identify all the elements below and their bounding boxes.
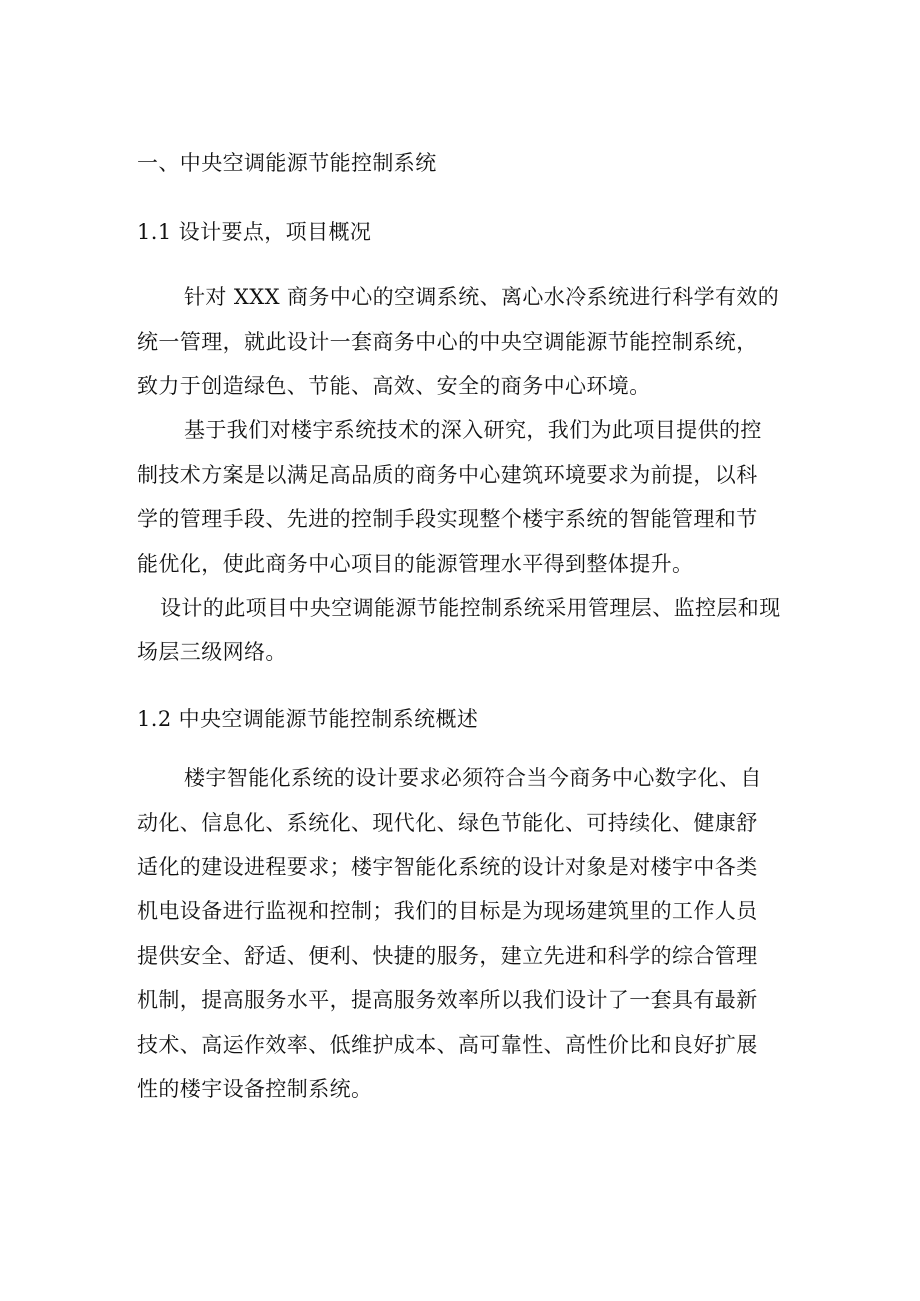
paragraph-line: 适化的建设进程要求；楼宇智能化系统的设计对象是对楼宇中各类 (137, 855, 758, 879)
paragraph-line: 机电设备进行监视和控制；我们的目标是为现场建筑里的工作人员 (137, 899, 758, 923)
paragraph-line: 动化、信息化、系统化、现代化、绿色节能化、可持续化、健康舒 (137, 811, 758, 835)
paragraph-line: 基于我们对楼宇系统技术的深入研究，我们为此项目提供的控 (184, 418, 762, 442)
paragraph-line: 楼宇智能化系统的设计要求必须符合当今商务中心数字化、自 (184, 766, 762, 790)
paragraph-line: 机制，提高服务水平，提高服务效率所以我们设计了一套具有最新 (137, 988, 758, 1012)
paragraph-line: 场层三级网络。 (137, 640, 287, 664)
paragraph-line: 致力于创造绿色、节能、高效、安全的商务中心环境。 (137, 374, 651, 398)
subsection-heading-1-1: 1.1 设计要点，项目概况 (137, 220, 372, 244)
paragraph-line: 提供安全、舒适、便利、快捷的服务，建立先进和科学的综合管理 (137, 944, 758, 968)
paragraph-line: 制技术方案是以满足高品质的商务中心建筑环境要求为前提，以科 (137, 463, 758, 487)
section-heading: 一、中央空调能源节能控制系统 (137, 151, 437, 175)
paragraph-line: 技术、高运作效率、低维护成本、高可靠性、高性价比和良好扩展 (137, 1033, 758, 1057)
paragraph-line: 统一管理，就此设计一套商务中心的中央空调能源节能控制系统， (137, 330, 758, 354)
paragraph-line: 设计的此项目中央空调能源节能控制系统采用管理层、监控层和现 (160, 596, 781, 620)
paragraph-line: 性的楼宇设备控制系统。 (137, 1077, 373, 1101)
paragraph-line: 能优化，使此商务中心项目的能源管理水平得到整体提升。 (137, 552, 694, 576)
paragraph-line: 学的管理手段、先进的控制手段实现整个楼宇系统的智能管理和节 (137, 507, 758, 531)
subsection-heading-1-2: 1.2 中央空调能源节能控制系统概述 (137, 707, 479, 731)
paragraph-line: 针对 XXX 商务中心的空调系统、离心水冷系统进行科学有效的 (184, 285, 780, 309)
